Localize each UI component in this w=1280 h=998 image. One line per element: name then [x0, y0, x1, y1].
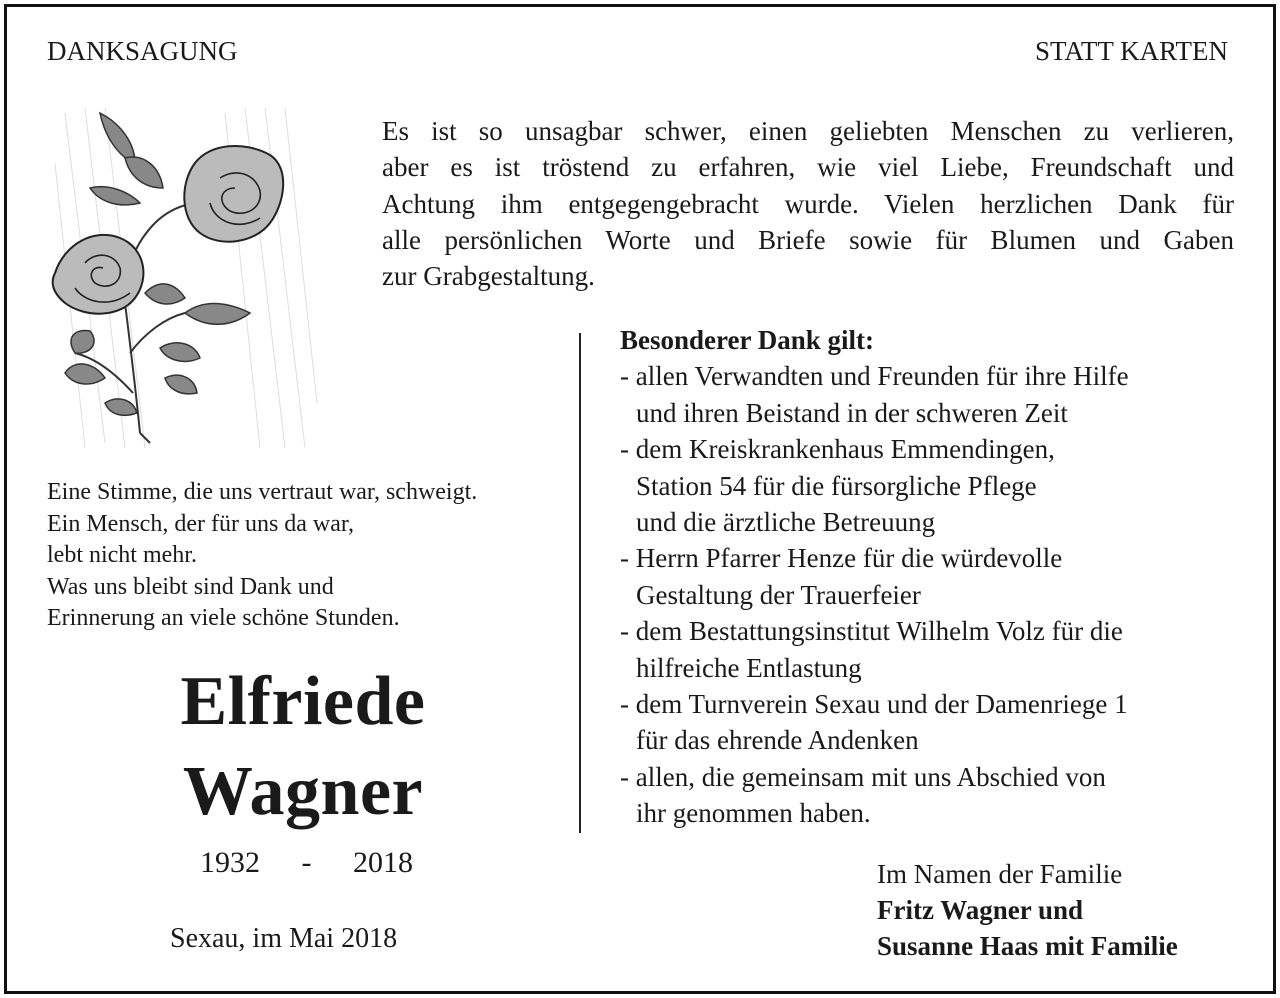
thanks-line: - dem Turnverein Sexau und der Damenriege 1 [620, 689, 1128, 720]
thanks-line: und die ärztliche Betreuung [636, 507, 936, 538]
roses-illustration-icon [45, 103, 320, 455]
signature-name-1: Fritz Wagner und [877, 895, 1084, 925]
column-divider [579, 333, 581, 833]
deceased-first-name: Elfriede [180, 663, 426, 740]
thanks-line: - allen Verwandten und Freunden für ihre Hilfe [620, 361, 1129, 392]
header-danksagung: DANKSAGUNG [47, 36, 238, 66]
header-statt-karten: STATT KARTEN [1035, 36, 1228, 66]
thanks-line: - allen, die gemeinsam mit uns Abschied von [620, 761, 1106, 792]
thanks-line: - dem Bestattungsinstitut Wilhelm Volz für die [620, 616, 1123, 647]
birth-year: 1932 [200, 846, 260, 879]
signature-block [877, 856, 1178, 964]
intro-line: aber es ist tröstend zu erfahren, wie viel Liebe, Freundschaft und [382, 152, 1234, 183]
thanks-line: und ihren Beistand in der schweren Zeit [636, 397, 1068, 428]
signature-intro: Im Namen der Familie [877, 859, 1123, 889]
life-years [200, 846, 413, 880]
deceased-last-name: Wagner [182, 753, 424, 830]
place-date: Sexau, im Mai 2018 [170, 923, 398, 954]
poem-line: Was uns bleibt sind Dank und [47, 573, 334, 600]
thanks-line: für das ehrende Andenken [636, 725, 919, 756]
thanks-heading: Besonderer Dank gilt: [620, 325, 875, 355]
intro-line: Es ist so unsagbar schwer, einen geliebten Menschen zu verlieren, [382, 116, 1234, 146]
special-thanks [620, 322, 1129, 832]
thanks-line: ihr genommen haben. [636, 798, 871, 829]
thanks-line: - dem Kreiskrankenhaus Emmendingen, [620, 434, 1055, 465]
intro-line: zur Grabgestaltung. [382, 261, 595, 292]
poem-line: Eine Stimme, die uns vertraut war, schweigt. [47, 479, 478, 505]
poem-line: lebt nicht mehr. [47, 542, 197, 569]
thanks-line: Station 54 für die fürsorgliche Pflege [636, 470, 1037, 501]
poem-line: Ein Mensch, der für uns da war, [47, 510, 354, 537]
intro-paragraph [382, 113, 1234, 294]
death-year: 2018 [353, 846, 413, 879]
signature-name-2: Susanne Haas mit Familie [877, 931, 1178, 961]
intro-line: alle persönlichen Worte und Briefe sowie für Blumen und Gaben [382, 224, 1234, 255]
thanks-line: hilfreiche Entlastung [636, 652, 862, 683]
thanks-line: Gestaltung der Trauerfeier [636, 579, 921, 610]
years-dash: - [301, 846, 312, 879]
intro-line: Achtung ihm entgegengebracht wurde. Vielen herzlichen Dank für [382, 188, 1234, 219]
poem-line: Erinnerung an viele schöne Stunden. [47, 605, 400, 632]
thanks-line: - Herrn Pfarrer Henze für die würdevolle [620, 543, 1063, 574]
poem [47, 477, 477, 635]
